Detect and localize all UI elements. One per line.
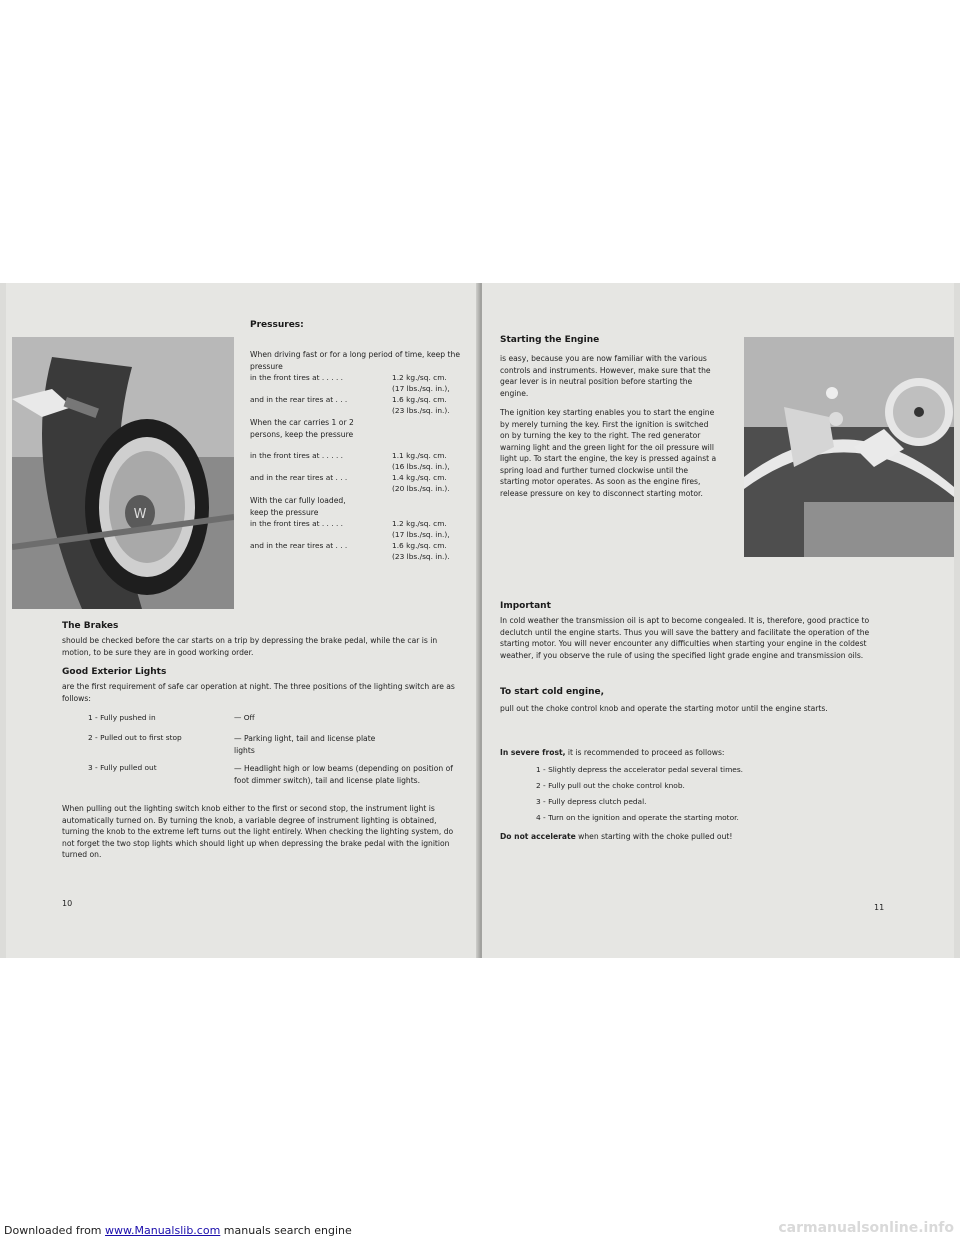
cold-text: pull out the choke control knob and operate the starting motor until the engine starts.: [500, 704, 828, 713]
important-heading: Important: [500, 601, 551, 611]
page-number: 10: [62, 899, 73, 908]
pressure-label: and in the rear tires at . . .: [250, 395, 348, 404]
footer-watermark: carmanualsonline.info: [778, 1220, 954, 1236]
switch-position: 3 - Fully pulled out: [88, 763, 157, 772]
brakes-text: should be checked before the car starts on a trip by depressing the brake pedal, while the car is in motion, to be sure they are in good working order.: [62, 636, 438, 657]
frost-step: 3 - Fully depress clutch pedal.: [536, 797, 647, 806]
brakes-heading: The Brakes: [62, 621, 119, 631]
pressure-value: (23 lbs./sq. in.).: [392, 552, 450, 561]
pressure-value: (23 lbs./sq. in.).: [392, 406, 450, 415]
pressure-value: 1.2 kg./sq. cm.: [392, 373, 447, 382]
no-accelerate-line: [500, 831, 900, 843]
pressure-label: and in the rear tires at . . .: [250, 473, 348, 482]
pressure-value: (20 lbs./sq. in.).: [392, 484, 450, 493]
two-persons-text: When the car carries 1 or 2 persons, keep the pressure: [250, 418, 354, 439]
no-accelerate-text: when starting with the choke pulled out!: [575, 832, 733, 841]
frost-step: 2 - Fully pull out the choke control knob.: [536, 781, 685, 790]
ignition-photo: [744, 337, 954, 557]
cold-heading: To start cold engine,: [500, 687, 605, 697]
switch-position: 1 - Fully pushed in: [88, 713, 156, 722]
right-page: [482, 283, 954, 958]
page-number: 11: [874, 903, 885, 912]
left-page: [6, 283, 478, 958]
tire-photo: [12, 337, 234, 609]
pressure-value: 1.2 kg./sq. cm.: [392, 519, 447, 528]
pressure-value: 1.4 kg./sq. cm.: [392, 473, 447, 482]
lights-heading: Good Exterior Lights: [62, 667, 167, 677]
lights-text: are the first requirement of safe car operation at night. The three positions of the lighting switch are as follows:: [62, 682, 455, 703]
pressure-label: in the front tires at . . . . .: [250, 519, 343, 528]
pressure-value: (17 lbs./sq. in.),: [392, 530, 450, 539]
pressure-value: 1.1 kg./sq. cm.: [392, 451, 447, 460]
pressure-value: (16 lbs./sq. in.),: [392, 462, 450, 471]
frost-step: 1 - Slightly depress the accelerator pedal several times.: [536, 765, 744, 774]
pressure-label: in the front tires at . . . . .: [250, 451, 343, 460]
banner-prefix: Downloaded from: [4, 1224, 106, 1237]
starting-text-2: The ignition key starting enables you to start the engine by merely turning the key. First the ignition is switched on by turning the key to the right. The red generator warning light and the green light for the oil pressure will light up. To start the engine, the key is pressed against a spring load and further turned clockwise until the starting motor operates. As soon as the engine fires, release pressure on key to disconnect starting motor.: [500, 408, 717, 498]
pulling-text: When pulling out the lighting switch knob either to the first or second stop, the instrument light is automatically turned on. By turning the knob, a variable degree of instrument lighting is obtained, turning the knob to the extreme left turns out the light entirely. When checking the lighting system, do not forget the two stop lights which should light up when depressing the brake pedal with the ignition turned on.: [62, 804, 454, 859]
pressure-value: 1.6 kg./sq. cm.: [392, 395, 447, 404]
pressures-heading: Pressures:: [250, 320, 304, 330]
download-banner: [4, 1224, 352, 1237]
manual-spread: [0, 283, 960, 958]
important-text: In cold weather the transmission oil is apt to become congealed. It is, therefore, good practice to declutch until the engine starts. Thus you will save the battery and facilitate the operation of the starting motor. You will never encounter any difficulties when starting your engine in the coldest weather, if you observe the rule of using the specified light grade engine and transmission oils.: [500, 616, 870, 660]
pressure-value: (17 lbs./sq. in.),: [392, 384, 450, 393]
switch-result: — Headlight high or low beams (depending on position of foot dimmer switch), tail and license plate lights.: [234, 764, 453, 785]
no-accelerate-bold: Do not accelerate: [500, 832, 576, 841]
frost-line: [500, 747, 900, 759]
fully-loaded-text: With the car fully loaded, keep the pressure: [250, 496, 346, 517]
switch-position: 2 - Pulled out to first stop: [88, 733, 182, 742]
banner-suffix: manuals search engine: [220, 1224, 352, 1237]
pressures-intro: When driving fast or for a long period of time, keep the pressure: [250, 350, 460, 371]
svg-text:W: W: [133, 507, 147, 522]
frost-bold: In severe frost,: [500, 748, 566, 757]
pressure-label: and in the rear tires at . . .: [250, 541, 348, 550]
manualslib-link[interactable]: www.Manualslib.com: [105, 1224, 221, 1237]
pressure-label: in the front tires at . . . . .: [250, 373, 343, 382]
pressure-value: 1.6 kg./sq. cm.: [392, 541, 447, 550]
frost-step: 4 - Turn on the ignition and operate the starting motor.: [536, 813, 739, 822]
frost-text: it is recommended to proceed as follows:: [565, 748, 725, 757]
switch-result: — Parking light, tail and license plate lights: [234, 734, 376, 755]
starting-text-1: is easy, because you are now familiar with the various controls and instruments. However, make sure that the gear lever is in neutral position before starting the engine.: [500, 354, 711, 398]
switch-result: — Off: [234, 713, 255, 722]
starting-heading: Starting the Engine: [500, 335, 600, 345]
